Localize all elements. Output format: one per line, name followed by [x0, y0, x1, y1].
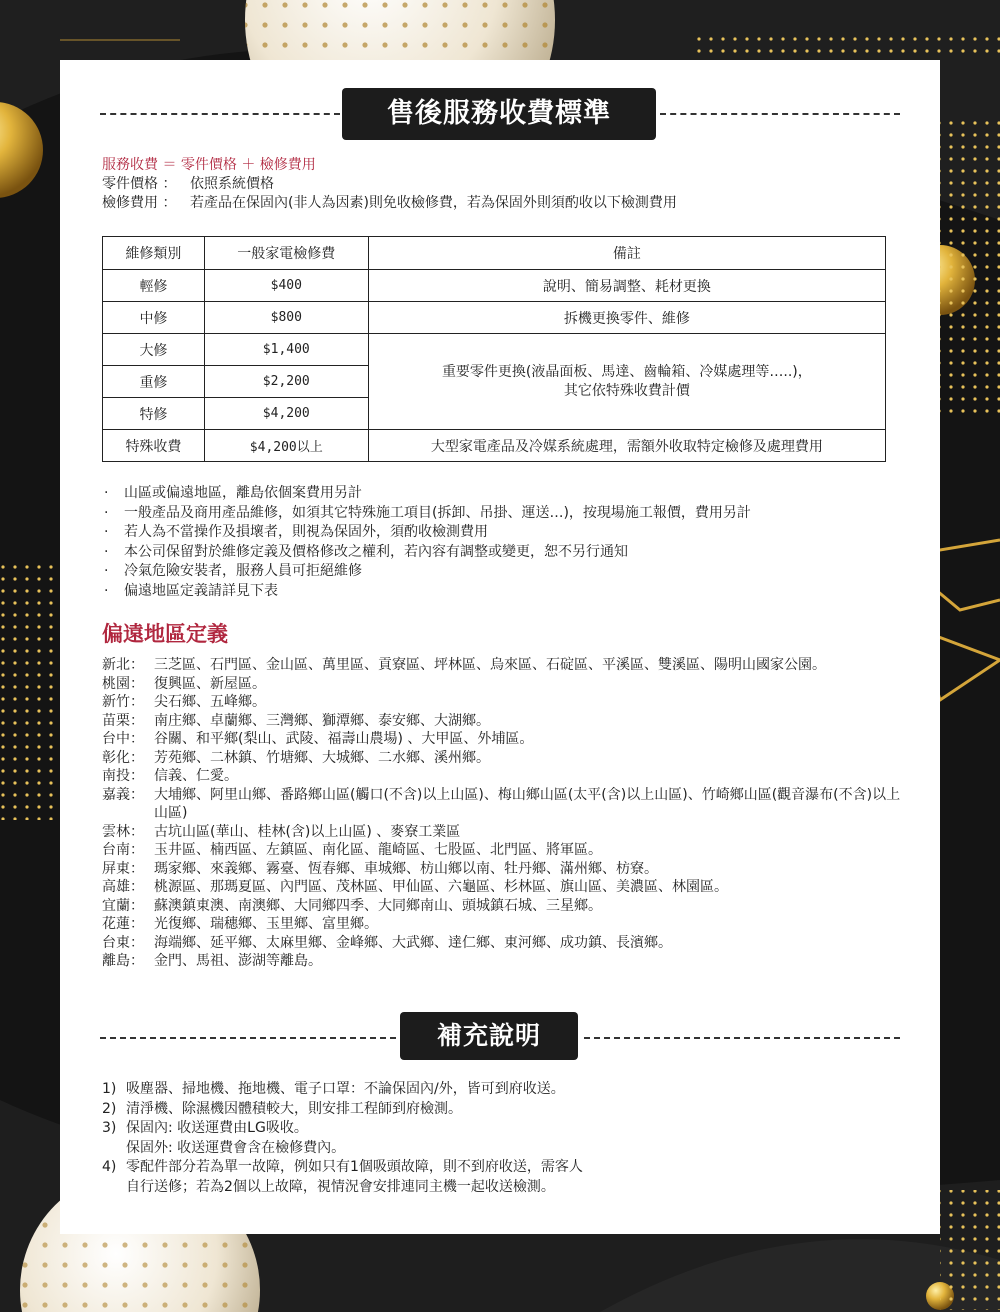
- bullet-marker: ·: [104, 485, 109, 501]
- area-row: 桃園： 復興區、新屋區。: [102, 675, 266, 692]
- terms-list: [102, 484, 751, 601]
- repair-type: 特修: [103, 398, 205, 430]
- repair-type: 大修: [103, 334, 205, 366]
- supplement-notes: [102, 1080, 902, 1197]
- repair-note: 大型家電產品及冷媒系統處理，需額外收取特定檢修及處理費用: [368, 430, 885, 462]
- area-row: 彰化： 芳苑鄉、二林鎮、竹塘鄉、大城鄉、二水鄉、溪州鄉。: [102, 749, 490, 766]
- area-row: 台東： 海端鄉、延平鄉、太麻里鄉、金峰鄉、大武鄉、達仁鄉、東河鄉、成功鎮、長濱鄉。: [102, 934, 672, 951]
- table-header: 一般家電檢修費: [204, 237, 368, 270]
- area-row: 花蓮： 光復鄉、瑞穗鄉、玉里鄉、富里鄉。: [102, 916, 378, 932]
- repair-type: 輕修: [103, 270, 205, 302]
- header-dash-left: [100, 113, 340, 115]
- list-item: · 一般產品及商用產品維修，如須其它特殊施工項目(拆卸、吊掛、運送…)，按現場施工報價，費用另計: [102, 504, 751, 524]
- area-row: 高雄： 桃源區、那瑪夏區、內門區、茂林區、甲仙區、六龜區、杉林區、旗山區、美濃區、林園區。: [102, 879, 728, 895]
- supplement-title: 補充說明: [400, 1012, 578, 1060]
- remote-area-title: 偏遠地區定義: [102, 622, 228, 646]
- area-row: 新竹： 尖石鄉、五峰鄉。: [102, 694, 266, 710]
- bullet-marker: ·: [104, 563, 109, 579]
- repair-type: 重修: [103, 366, 205, 398]
- repair-fee-line: [102, 194, 677, 213]
- area-row: 苗栗： 南庄鄉、卓蘭鄉、三灣鄉、獅潭鄉、泰安鄉、大湖鄉。: [102, 712, 490, 729]
- list-item: · 冷氣危險安裝者，服務人員可拒絕維修: [102, 562, 751, 582]
- supplement-dash-right: [584, 1037, 900, 1039]
- supplement-header: [100, 1012, 900, 1060]
- note-item: 1) 吸塵器、掃地機、拖地機、電子口罩：不論保固內/外，皆可到府收送。: [102, 1081, 565, 1097]
- repair-fee: $4,200以上: [204, 430, 368, 462]
- fee-formula: [102, 156, 677, 213]
- area-row: 宜蘭： 蘇澳鎮東澳、南澳鄉、大同鄉四季、大同鄉南山、頭城鎮石城、三星鄉。: [102, 897, 602, 914]
- note-item: 3) 保固內: 收送運費由LG吸收。 保固外: 收送運費會含在檢修費內。: [102, 1120, 346, 1156]
- area-row: 雲林： 古坑山區(華山、桂林(含)以上山區) 、麥寮工業區: [102, 823, 461, 840]
- repair-fee: $4,200: [204, 398, 368, 430]
- page-title: 售後服務收費標準: [342, 88, 656, 140]
- list-item: · 本公司保留對於維修定義及價格修改之權利，若內容有調整或變更，恕不另行通知: [102, 543, 751, 563]
- note-item: 2) 清淨機、除濕機因體積較大，則安排工程師到府檢測。: [102, 1100, 462, 1117]
- repair-note: 說明、簡易調整、耗材更換: [368, 270, 885, 302]
- repair-type: 中修: [103, 302, 205, 334]
- list-item: · 若人為不當操作及損壞者，則視為保固外，須酌收檢測費用: [102, 523, 751, 543]
- merged-note-line: 其它依特殊收費計價: [563, 382, 690, 399]
- supplement-dash-left: [100, 1037, 396, 1039]
- area-row: 新北： 三芝區、石門區、金山區、萬里區、貢寮區、坪林區、烏來區、石碇區、平溪區、雙溪區、陽明山國家公園。: [102, 657, 826, 673]
- main-header: [100, 88, 900, 140]
- area-row: 台南： 玉井區、楠西區、左鎮區、南化區、龍崎區、七股區、北門區、將軍區。: [102, 842, 602, 858]
- bullet-marker: ·: [104, 524, 109, 540]
- table-header: 維修類別: [103, 237, 205, 270]
- table-row: [103, 270, 886, 302]
- repair-fee: $1,400: [204, 334, 368, 366]
- table-header: 備註: [368, 237, 885, 270]
- parts-price-value: 依照系統價格: [190, 176, 274, 192]
- repair-fee-label: 檢修費用 ：: [102, 195, 177, 211]
- table-row: [103, 334, 886, 366]
- bullet-marker: ·: [104, 582, 109, 599]
- area-row: 屏東： 瑪家鄉、來義鄉、霧臺、恆春鄉、車城鄉、枋山鄉以南、牡丹鄉、滿州鄉、枋寮。: [102, 860, 658, 877]
- repair-fee: $2,200: [204, 366, 368, 398]
- table-row: [103, 430, 886, 462]
- header-dash-right: [660, 113, 900, 115]
- repair-fee: $400: [204, 270, 368, 302]
- bullet-marker: ·: [104, 504, 109, 521]
- table-row: [103, 302, 886, 334]
- area-row: 南投： 信義、仁愛。: [102, 768, 238, 784]
- formula-line: 服務收費 ＝ 零件價格 ＋ 檢修費用: [102, 157, 316, 173]
- content-card: [60, 60, 940, 1234]
- remote-area-list: [102, 656, 902, 971]
- table-header-row: [103, 237, 886, 270]
- repair-type: 特殊收費: [103, 430, 205, 462]
- list-item: · 偏遠地區定義請詳見下表: [102, 582, 751, 602]
- parts-price-line: [102, 175, 677, 194]
- area-row: 嘉義： 大埔鄉、阿里山鄉、番路鄉山區(觸口(不含)以上山區)、梅山鄉山區(太平(含)以上山區)、竹崎鄉山區(觀音瀑布(不含)以上山區): [102, 786, 901, 821]
- repair-fee: $800: [204, 302, 368, 334]
- note-item: 4) 零配件部分若為單一故障，例如只有1個吸頭故障，則不到府收送，需客人 自行送修；若為2個以上故障，視情況會安排連同主機一起收送檢測。: [102, 1159, 583, 1195]
- repair-note: 拆機更換零件、維修: [368, 302, 885, 334]
- merged-note-line: 重要零件更換(液晶面板、馬達、齒輪箱、冷媒處理等…..)，: [441, 363, 812, 380]
- area-row: 台中： 谷關、和平鄉(梨山、武陵、福壽山農場) 、大甲區、外埔區。: [102, 731, 534, 747]
- fee-table: [102, 236, 886, 462]
- list-item: · 山區或偏遠地區，離島依個案費用另計: [102, 484, 751, 504]
- parts-price-label: 零件價格 ：: [102, 176, 177, 192]
- bullet-marker: ·: [104, 543, 109, 560]
- area-row: 離島： 金門、馬祖、澎湖等離島。: [102, 953, 322, 969]
- repair-fee-value: 若產品在保固內(非人為因素)則免收檢修費，若為保固外則須酌收以下檢測費用: [190, 195, 677, 211]
- repair-note-merged: [368, 334, 885, 430]
